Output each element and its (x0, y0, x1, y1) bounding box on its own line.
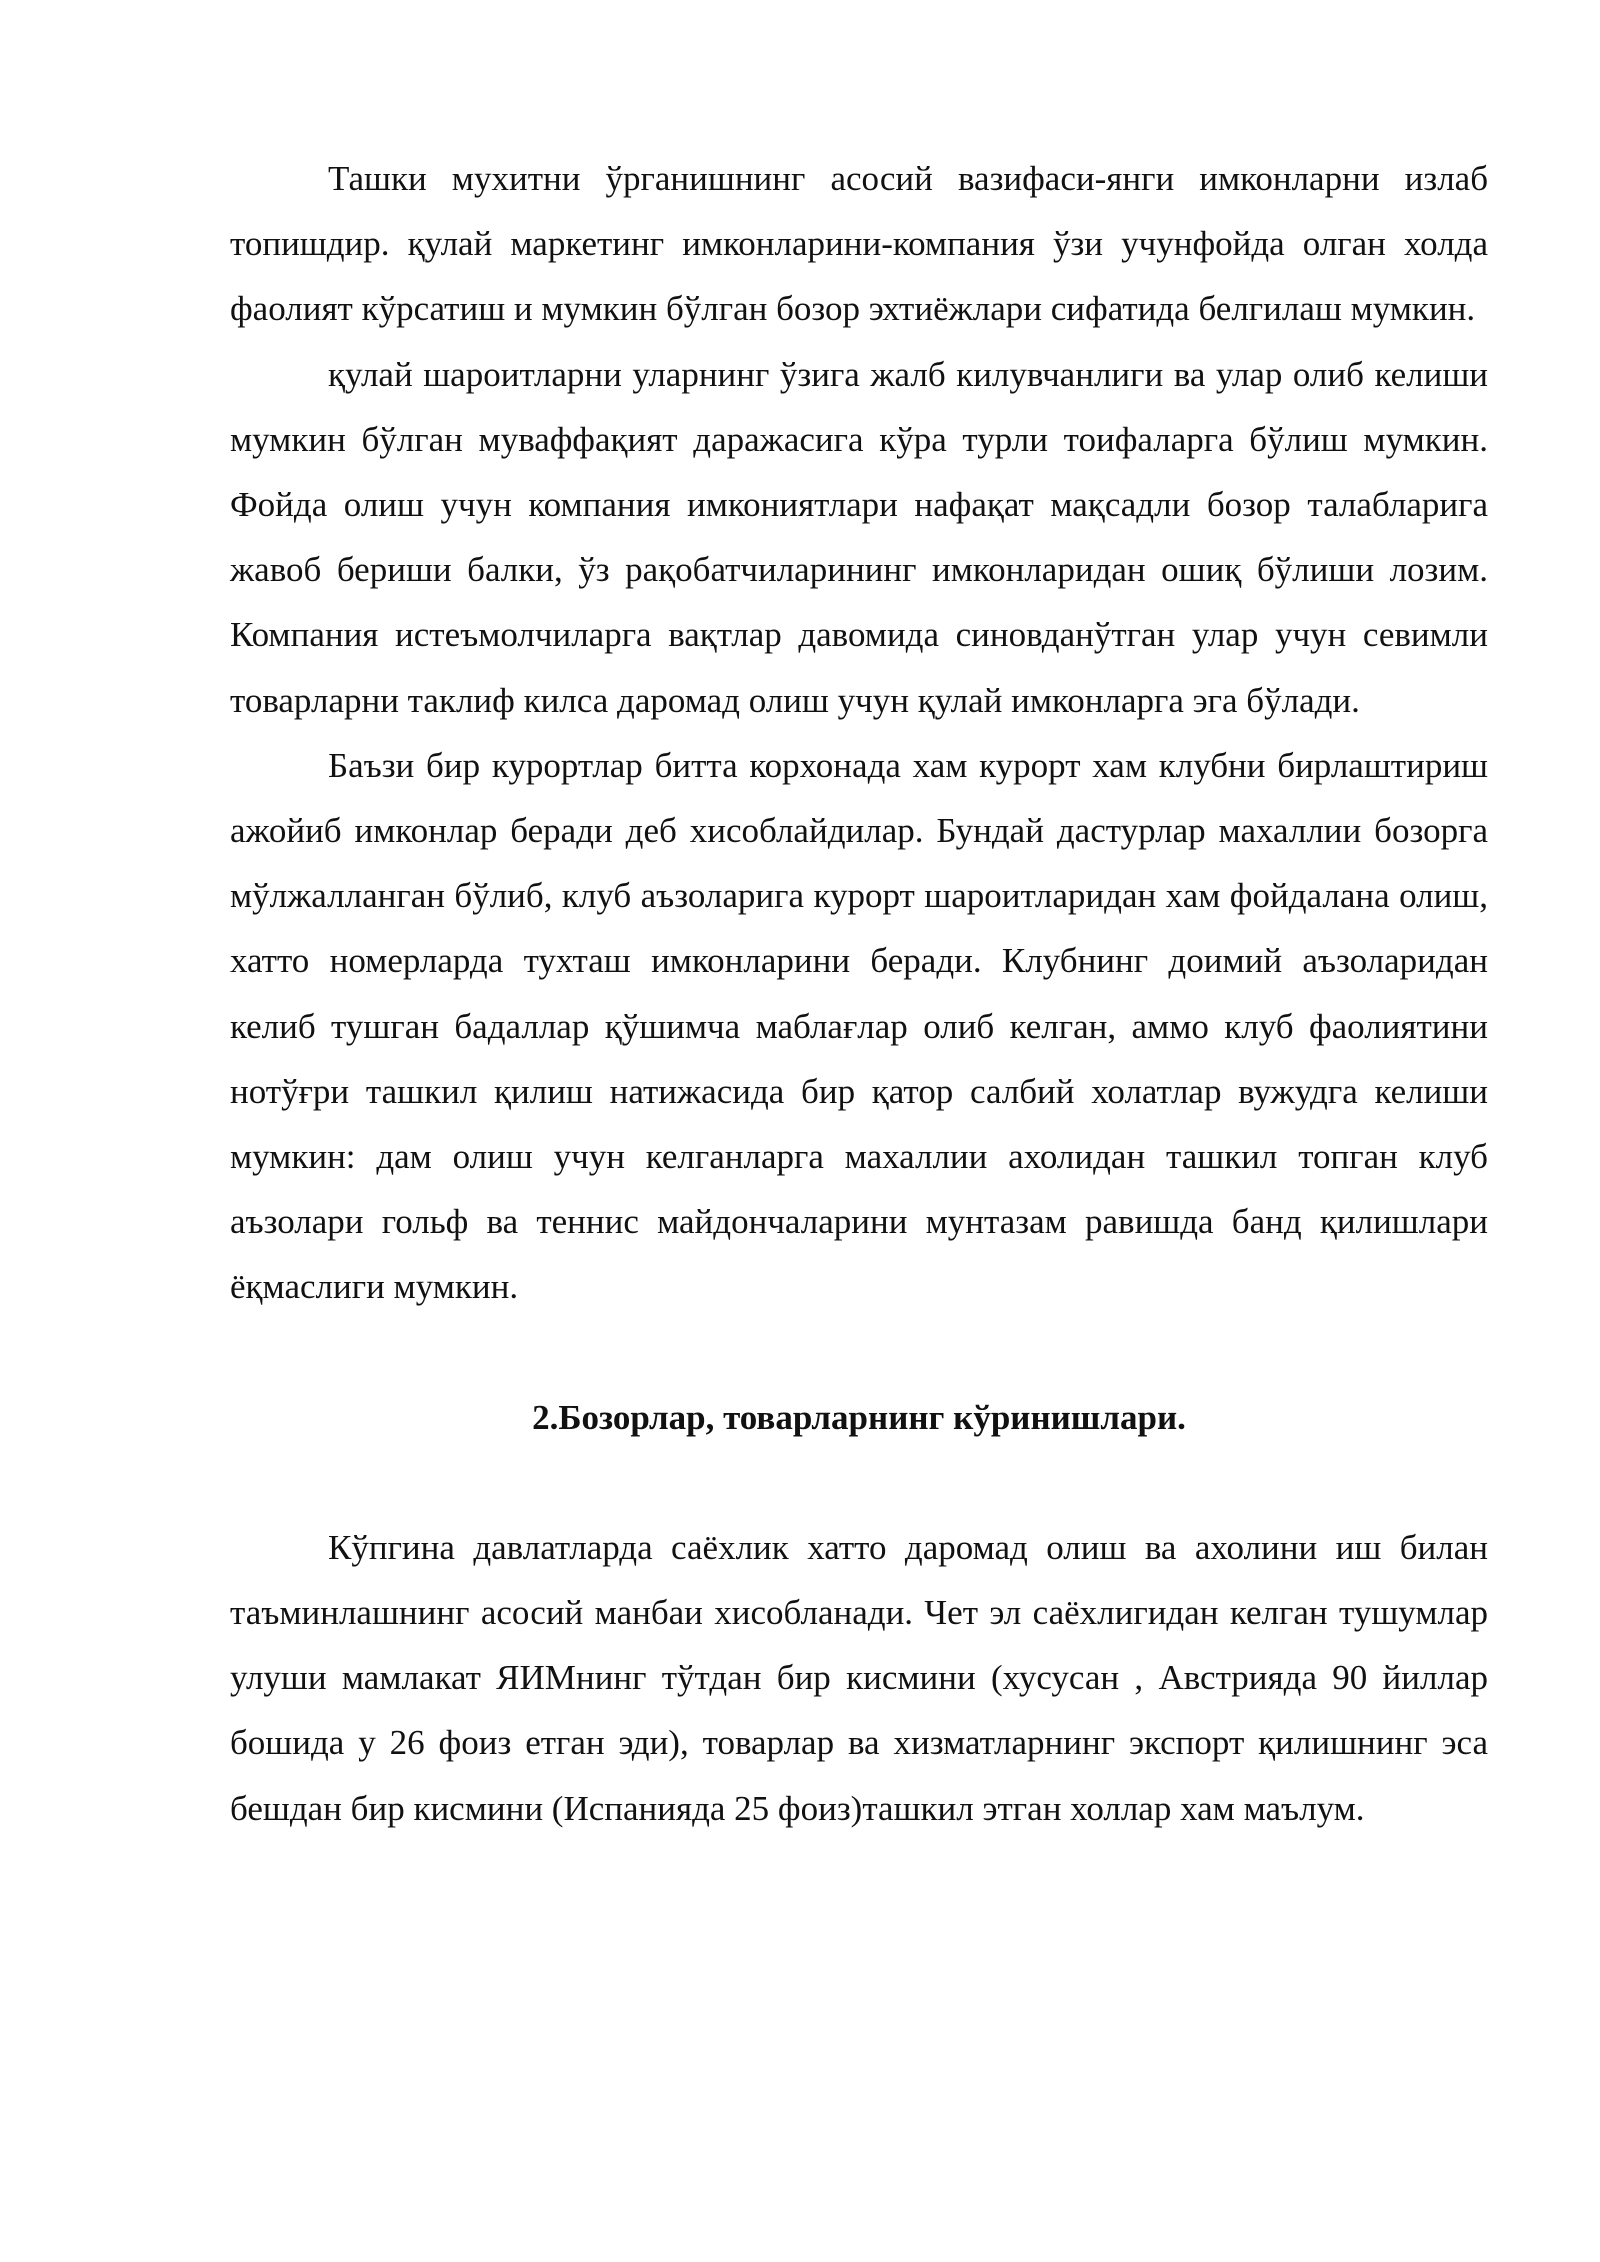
document-page (230, 146, 1488, 1841)
paragraph: Кўпгина давлатларда саёхлик хатто даромад олиш ва ахолини иш билан таъминлашнинг асосий манбаи хисобланади. Чет эл саёхлигидан келган тушумлар улуши мамлакат ЯИМнинг тўтдан бир кисмини (хусусан , Австрияда 90 йиллар бошида у 26 фоиз етган эди), товарлар ва хизматларнинг экспорт қилишнинг эса бешдан бир кисмини (Испанияда 25 фоиз)ташкил этган холлар хам маълум. (230, 1527, 1488, 1828)
paragraph: қулай шароитларни уларнинг ўзига жалб килувчанлиги ва улар олиб келиши мумкин бўлган муваффақият даражасига кўра турли тоифаларга бўлиш мумкин. Фойда олиш учун компания имкониятлари нафақат мақсадли бозор талабларига жавоб бериши балки, ўз рақобатчиларининг имконларидан ошиқ бўлиши лозим. Компания истеъмолчиларга вақтлар давомида синовданўтган улар учун севимли товарларни таклиф килса даромад олиш учун қулай имконларга эга бўлади. (230, 354, 1488, 720)
paragraph: Баъзи бир курортлар битта корхонада хам курорт хам клубни бирлаштириш ажойиб имконлар беради деб хисоблайдилар. Бундай дастурлар махаллии бозорга мўлжалланган бўлиб, клуб аъзоларига курорт шароитларидан хам фойдалана олиш, хатто номерларда тухташ имконларини беради. Клубнинг доимий аъзоларидан келиб тушган бадаллар қўшимча маблағлар олиб келган, аммо клуб фаолиятини нотўғри ташкил қилиш натижасида бир қатор салбий холатлар вужудга келиши мумкин: дам олиш учун келганларга махаллии ахолидан ташкил топган клуб аъзолари гольф ва теннис майдончаларини мунтазам равишда банд қилишлари ёқмаслиги мумкин. (230, 745, 1488, 1307)
paragraph: Ташки мухитни ўрганишнинг асосий вазифаси-янги имконларни излаб топишдир. қулай маркетинг имконларини-компания ўзи учунфойда олган холда фаолият кўрсатиш и мумкин бўлган бозор эхтиёжлари сифатида белгилаш мумкин. (230, 159, 1488, 329)
spacer (230, 1450, 1488, 1515)
spacer (230, 1320, 1488, 1385)
section-heading: 2.Бозорлар, товарларнинг кўринишлари. (532, 1397, 1186, 1437)
